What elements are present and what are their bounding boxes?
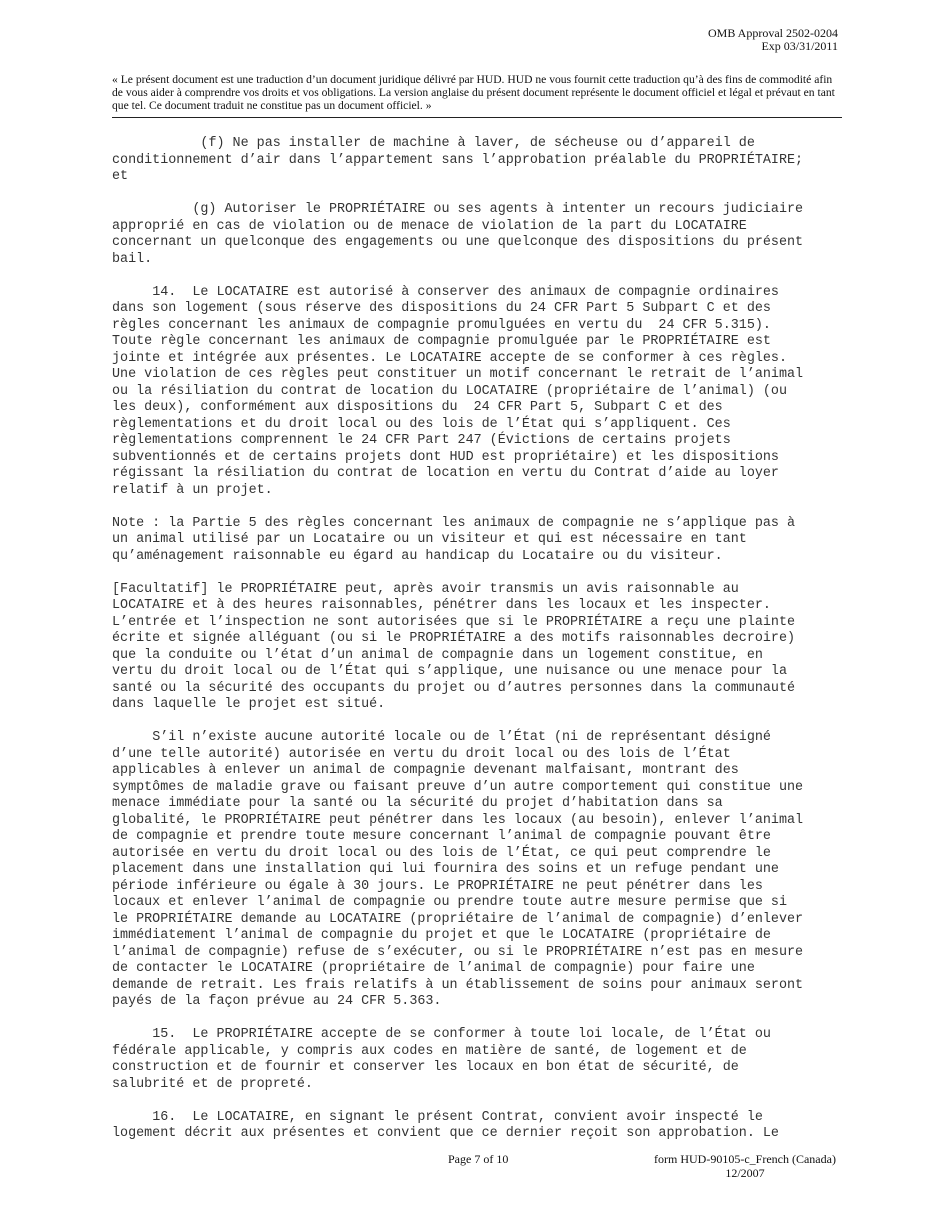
translation-disclaimer: « Le présent document est une traduction d’un document juridique délivré par HUD. HUD ne vous fournit cette traduction qu’à des fins de commodité afin de vous aider à comprendre vos droits et vos obligations. La version anglaise du présent document représente le document officiel et légal et prévaut en tant que tel. Ce document traduit ne constitue pas un document officiel. » — [112, 73, 835, 112]
header-divider — [112, 117, 842, 118]
page-number: Page 7 of 10 — [448, 1152, 509, 1166]
form-id — [650, 1152, 840, 1180]
form-date: 12/2007 — [725, 1166, 765, 1180]
no-authority-paragraph: S’il n’existe aucune autorité locale ou de l’État (ni de représentant désigné d’une telle autorité) autorisée en vertu du droit local ou des lois de l’État applicables à enlever un animal de compagnie devenant malfaisant, montrant des symptômes de maladie grave ou faisant preuve d’un autre comportement qui constitue une menace immédiate pour la santé ou la sécurité du projet d’habitation dans sa globalité, le PROPRIÉTAIRE peut pénétrer dans les locaux (au besoin), enlever l’animal de compagnie et prendre toute mesure concernant l’animal de compagnie pouvant être autorisée en vertu du droit local ou des lois de l’État, ce qui peut comprendre le placement dans une installation qui lui fournira des soins et un refuge pendant une période inférieure ou égale à 30 jours. Le PROPRIÉTAIRE ne peut pénétrer dans les locaux et enlever l’animal de compagnie ou prendre toute autre mesure permise que si le PROPRIÉTAIRE demande au LOCATAIRE (propriétaire de l’animal de compagnie) d’enlever immédiatement l’animal de compagnie du projet et que le LOCATAIRE (propriétaire de l’animal de compagnie) refuse de s’exécuter, ou si le PROPRIÉTAIRE n’est pas en mesure de contacter le LOCATAIRE (propriétaire de l’animal de compagnie) pour faire une demande de retrait. Les frais relatifs à un établissement de soins pour animaux seront payés de la façon prévue au 24 CFR 5.363. — [112, 730, 804, 1009]
paragraph-14: 14. Le LOCATAIRE est autorisé à conserver des animaux de compagnie ordinaires dans son logement (sous réserve des dispositions du 24 CFR Part 5 Subpart C et des règles concernant les animaux de compagnie promulguées en vertu du 24 CFR 5.315). Toute règle concernant les animaux de compagnie promulguée par le PROPRIÉTAIRE est jointe et intégrée aux présentes. Le LOCATAIRE accepte de se conformer à ces règles. Une violation de ces règles peut constituer un motif concernant le retrait de l’animal ou la résiliation du contrat de location du LOCATAIRE (propriétaire de l’animal) (ou les deux), conformément aux dispositions du 24 CFR Part 5, Subpart C et des règlementations et du droit local ou des lois de l’État qui s’appliquent. Ces règlementations comprennent le 24 CFR Part 247 (Évictions de certains projets subventionnés et de certains projets dont HUD est propriétaire) et les dispositions régissant la résiliation du contrat de location en vertu du Contrat d’aide au loyer relatif à un projet. — [112, 284, 804, 498]
form-name: form HUD-90105-c_French (Canada) — [654, 1152, 836, 1166]
paragraph-16: 16. Le LOCATAIRE, en signant le présent Contrat, convient avoir inspecté le logement décrit aux présentes et convient que ce dernier reçoit son approbation. Le — [112, 1109, 779, 1141]
expiration-date: Exp 03/31/2011 — [761, 39, 838, 53]
omb-approval: OMB Approval 2502-0204 — [708, 26, 838, 40]
paragraph-g: (g) Autoriser le PROPRIÉTAIRE ou ses agents à intenter un recours judiciaire approprié en cas de violation ou de menace de violation de la part du LOCATAIRE concernant un quelconque des engagements ou une quelconque des dispositions du présent bail. — [112, 202, 804, 267]
paragraph-15: 15. Le PROPRIÉTAIRE accepte de se conformer à toute loi locale, de l’État ou fédérale applicable, y compris aux codes en matière de santé, de logement et de construction et de fournir et conserver les locaux en bon état de sécurité, de salubrité et de propreté. — [112, 1027, 771, 1092]
document-body — [112, 136, 892, 1159]
optional-paragraph: [Facultatif] le PROPRIÉTAIRE peut, après avoir transmis un avis raisonnable au LOCATAIRE et à des heures raisonnables, pénétrer dans les locaux et les inspecter. L’entrée et l’inspection ne sont autorisées que si le PROPRIÉTAIRE a reçu une plainte écrite et signée alléguant (ou si le PROPRIÉTAIRE a des motifs raisonnables decroire) que la conduite ou l’état d’un animal de compagnie dans un logement constitue, en vertu du droit local ou de l’État qui s’applique, une nuisance ou une menace pour la santé ou la sécurité des occupants du projet ou d’autres personnes dans la communauté dans laquelle le projet est situé. — [112, 581, 796, 712]
omb-block — [708, 27, 838, 53]
paragraph-f: (f) Ne pas installer de machine à laver, de sécheuse ou d’appareil de conditionnement d’air dans l’appartement sans l’approbation préalable du PROPRIÉTAIRE; et — [112, 136, 804, 184]
note-paragraph: Note : la Partie 5 des règles concernant les animaux de compagnie ne s’applique pas à un animal utilisé par un Locataire ou un visiteur et qui est nécessaire en tant qu’aménagement raisonnable eu égard au handicap du Locataire ou du visiteur. — [112, 515, 796, 564]
